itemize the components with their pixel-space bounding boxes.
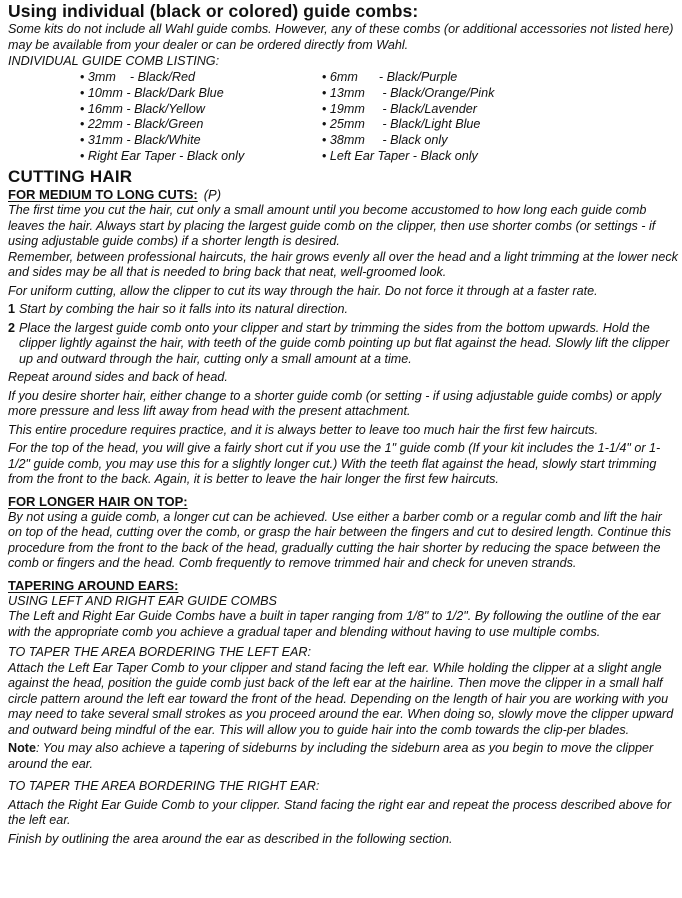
note-text: : You may also achieve a tapering of sideburns by including the sideburn area as you begin to move the clipper around the ear. bbox=[8, 741, 654, 771]
comb-size-color: 3mm - Black/Red bbox=[87, 70, 195, 84]
manual-page bbox=[8, 0, 678, 847]
left-ear-heading: TO TAPER THE AREA BORDERING THE LEFT EAR: bbox=[8, 645, 311, 659]
comb-list-item bbox=[322, 102, 494, 118]
note-label: Note bbox=[8, 741, 36, 755]
paragraph: Remember, between professional haircuts, the hair grows evenly all over the head and a light trimming at the lower neck and sides may be all that is needed to bring back that neat, well-groomed look. bbox=[8, 249, 678, 279]
comb-listing bbox=[8, 70, 678, 168]
comb-list-item bbox=[80, 133, 244, 149]
bullet-icon: • bbox=[322, 85, 327, 100]
guide-combs-intro: Some kits do not include all Wahl guide combs. However, any of these combs (or additional accessories not listed here) may be available from your dealer or can be ordered directly from Wahl. bbox=[8, 22, 674, 52]
paragraph: For uniform cutting, allow the clipper to cut its way through the hair. Do not force it through at a faster rate. bbox=[8, 283, 598, 298]
comb-size-color: 19mm - Black/Lavender bbox=[329, 101, 477, 116]
comb-list-item bbox=[80, 102, 244, 118]
right-ear-heading: TO TAPER THE AREA BORDERING THE RIGHT EAR: bbox=[8, 779, 320, 793]
comb-size-color: 31mm - Black/White bbox=[87, 133, 201, 148]
guide-combs-title: Using individual (black or colored) guide combs: bbox=[8, 1, 419, 21]
paragraph: Finish by outlining the area around the ear as described in the following section. bbox=[8, 831, 453, 846]
step-text: Place the largest guide comb onto your clipper and start by trimming the sides from the bottom upwards. Hold the clipper lightly against the hair, with teeth of the guide comb pointing up but flat against the head. Slowly lift the clipper up and outward through the hair, cutting only a small amount at a time. bbox=[19, 320, 670, 366]
comb-size-color: 22mm - Black/Green bbox=[87, 117, 204, 132]
comb-list-item bbox=[322, 149, 494, 165]
comb-size-color: 16mm - Black/Yellow bbox=[87, 101, 205, 116]
comb-size-color: 38mm - Black only bbox=[329, 133, 448, 148]
bullet-icon: • bbox=[80, 85, 85, 100]
comb-list-item bbox=[322, 117, 494, 133]
bullet-icon: • bbox=[80, 133, 85, 148]
bullet-icon: • bbox=[80, 70, 85, 84]
tapering-heading: TAPERING AROUND EARS: bbox=[8, 577, 179, 593]
paragraph: Attach the Left Ear Taper Comb to your clipper and stand facing the left ear. While holding the clipper at a slight angle against the head, position the guide comb just back of the left ear at the hairline. Then move the clipper in a small half circle pattern around the left ear toward the front of the head. Depending on the length of hair you are working with you may need to take several small strokes as you proceed around the ear. When doing so, slowly move the clipper upward and outward being mindful of the ear. This will allow you to guide hair into the comb towards the clip-per blades. bbox=[8, 660, 674, 737]
bullet-icon: • bbox=[80, 148, 85, 163]
medium-long-heading bbox=[8, 186, 678, 203]
comb-list-item bbox=[80, 117, 244, 133]
comb-listing-label: INDIVIDUAL GUIDE COMB LISTING: bbox=[8, 54, 220, 68]
comb-list-item bbox=[322, 86, 494, 102]
paragraph: Repeat around sides and back of head. bbox=[8, 370, 228, 384]
comb-size-color: 10mm - Black/Dark Blue bbox=[87, 85, 224, 100]
bullet-icon: • bbox=[80, 101, 85, 116]
step-1 bbox=[8, 302, 678, 318]
bullet-icon: • bbox=[80, 117, 85, 132]
comb-size-color: 25mm - Black/Light Blue bbox=[329, 117, 481, 132]
professional-tag: (P) bbox=[203, 187, 222, 202]
step-2 bbox=[8, 321, 678, 368]
bullet-icon: • bbox=[322, 133, 327, 148]
tapering-subheading: USING LEFT AND RIGHT EAR GUIDE COMBS bbox=[8, 593, 277, 608]
bullet-icon: • bbox=[322, 148, 327, 163]
paragraph: The Left and Right Ear Guide Combs have a built in taper ranging from 1/8" to 1/2". By following the outline of the ear with the appropriate comb you achieve a gradual taper and blending without having to use multiple combs. bbox=[8, 609, 661, 639]
comb-list-item bbox=[80, 70, 244, 86]
medium-long-heading-text: FOR MEDIUM TO LONG CUTS: bbox=[8, 187, 198, 202]
comb-size-color: 13mm - Black/Orange/Pink bbox=[329, 85, 495, 100]
bullet-icon: • bbox=[322, 101, 327, 116]
comb-size-color: Left Ear Taper - Black only bbox=[329, 148, 478, 163]
paragraph: By not using a guide comb, a longer cut can be achieved. Use either a barber comb or a regular comb and lift the hair on top of the head, cutting over the comb, or grasp the hair between the fingers and cut to desired length. Continue this procedure from the front to the back of the head, gradually cutting the hair shorter by reducing the space between the comb or fingers and the head. Comb frequently to remove trimmed hair and check for uneven strands. bbox=[8, 509, 671, 570]
longer-hair-heading: FOR LONGER HAIR ON TOP: bbox=[8, 493, 188, 509]
bullet-icon: • bbox=[322, 117, 327, 132]
cutting-hair-title: CUTTING HAIR bbox=[8, 167, 133, 186]
step-number: 1 bbox=[8, 302, 16, 316]
bullet-icon: • bbox=[322, 70, 327, 84]
comb-list-right bbox=[322, 70, 494, 165]
paragraph: This entire procedure requires practice, and it is always better to leave too much hair the first few haircuts. bbox=[8, 422, 599, 437]
paragraph: For the top of the head, you will give a fairly short cut if you use the 1" guide comb (If your kit includes the 1-1/4" or 1-1/2" guide comb, you may use this for a slightly longer cut.) With the teeth flat against the head, slowly start trimming from the front to the back. Again, it is better to leave the hair longer the first few haircuts. bbox=[8, 441, 661, 486]
comb-size-color: Right Ear Taper - Black only bbox=[87, 148, 245, 163]
paragraph: If you desire shorter hair, either change to a shorter guide comb (or setting - if using adjustable guide combs) or apply more pressure and less lift away from head with the present attachment. bbox=[8, 388, 662, 418]
comb-list-item bbox=[322, 70, 494, 86]
note bbox=[8, 741, 678, 772]
comb-list-item bbox=[80, 86, 244, 102]
comb-list-left bbox=[80, 70, 244, 165]
comb-size-color: 6mm - Black/Purple bbox=[329, 70, 458, 84]
step-text: Start by combing the hair so it falls into its natural direction. bbox=[19, 302, 348, 316]
paragraph: Attach the Right Ear Guide Comb to your clipper. Stand facing the right ear and repeat the process described above for the left ear. bbox=[8, 797, 672, 827]
paragraph: The first time you cut the hair, cut only a small amount until you become accustomed to how long each guide comb leaves the hair. Always start by placing the largest guide comb on the clipper, then use shorter combs (or settings - if using adjustable guide combs) if a shorter length is desired. bbox=[8, 203, 656, 248]
step-number: 2 bbox=[8, 320, 16, 335]
comb-list-item bbox=[80, 149, 244, 165]
comb-list-item bbox=[322, 133, 494, 149]
